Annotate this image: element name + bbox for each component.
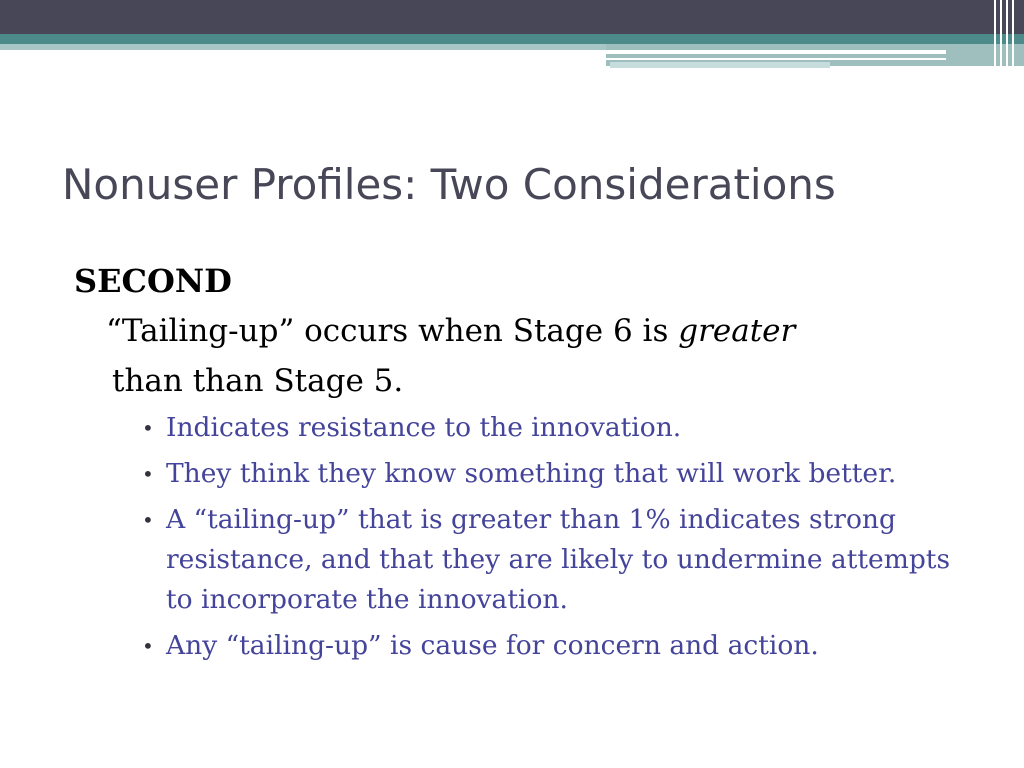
bullet-list: [138, 408, 974, 666]
lead-text-2: than than Stage 5.: [112, 363, 404, 399]
list-item: [138, 626, 974, 666]
bullet-text: Indicates resistance to the innovation.: [166, 412, 682, 443]
lead-statement-continued: [112, 356, 974, 406]
top-band-dark: [0, 0, 1024, 34]
top-band-step-line-2: [606, 58, 946, 60]
bullet-text: They think they know something that will work better.: [166, 458, 897, 489]
section-heading: SECOND: [74, 262, 232, 300]
list-item: [138, 500, 974, 620]
lead-emphasis: greater: [678, 313, 796, 349]
corner-stripe: [1000, 0, 1002, 70]
list-item: [138, 454, 974, 494]
corner-stripe: [1012, 0, 1014, 70]
bullet-icon: •: [142, 508, 154, 532]
top-band-teal: [0, 34, 1024, 44]
bullet-text: A “tailing-up” that is greater than 1% indicates strong resistance, and that they are likely to undermine attempts to incorporate the innovation.: [166, 504, 951, 615]
corner-stripe: [1006, 0, 1008, 70]
slide-body: [74, 262, 974, 672]
bullet-text: Any “tailing-up” is cause for concern and action.: [166, 630, 819, 661]
top-band-step-low: [610, 62, 830, 68]
list-item: [138, 408, 974, 448]
lead-statement: [106, 306, 974, 356]
corner-stripe: [994, 0, 996, 70]
bullet-icon: •: [142, 634, 154, 658]
top-band-step-line: [606, 50, 946, 54]
slide-title: Nonuser Profiles: Two Considerations: [62, 160, 836, 209]
lead-text: “Tailing-up” occurs when Stage 6 is: [106, 313, 679, 349]
bullet-icon: •: [142, 416, 154, 440]
bullet-icon: •: [142, 462, 154, 486]
